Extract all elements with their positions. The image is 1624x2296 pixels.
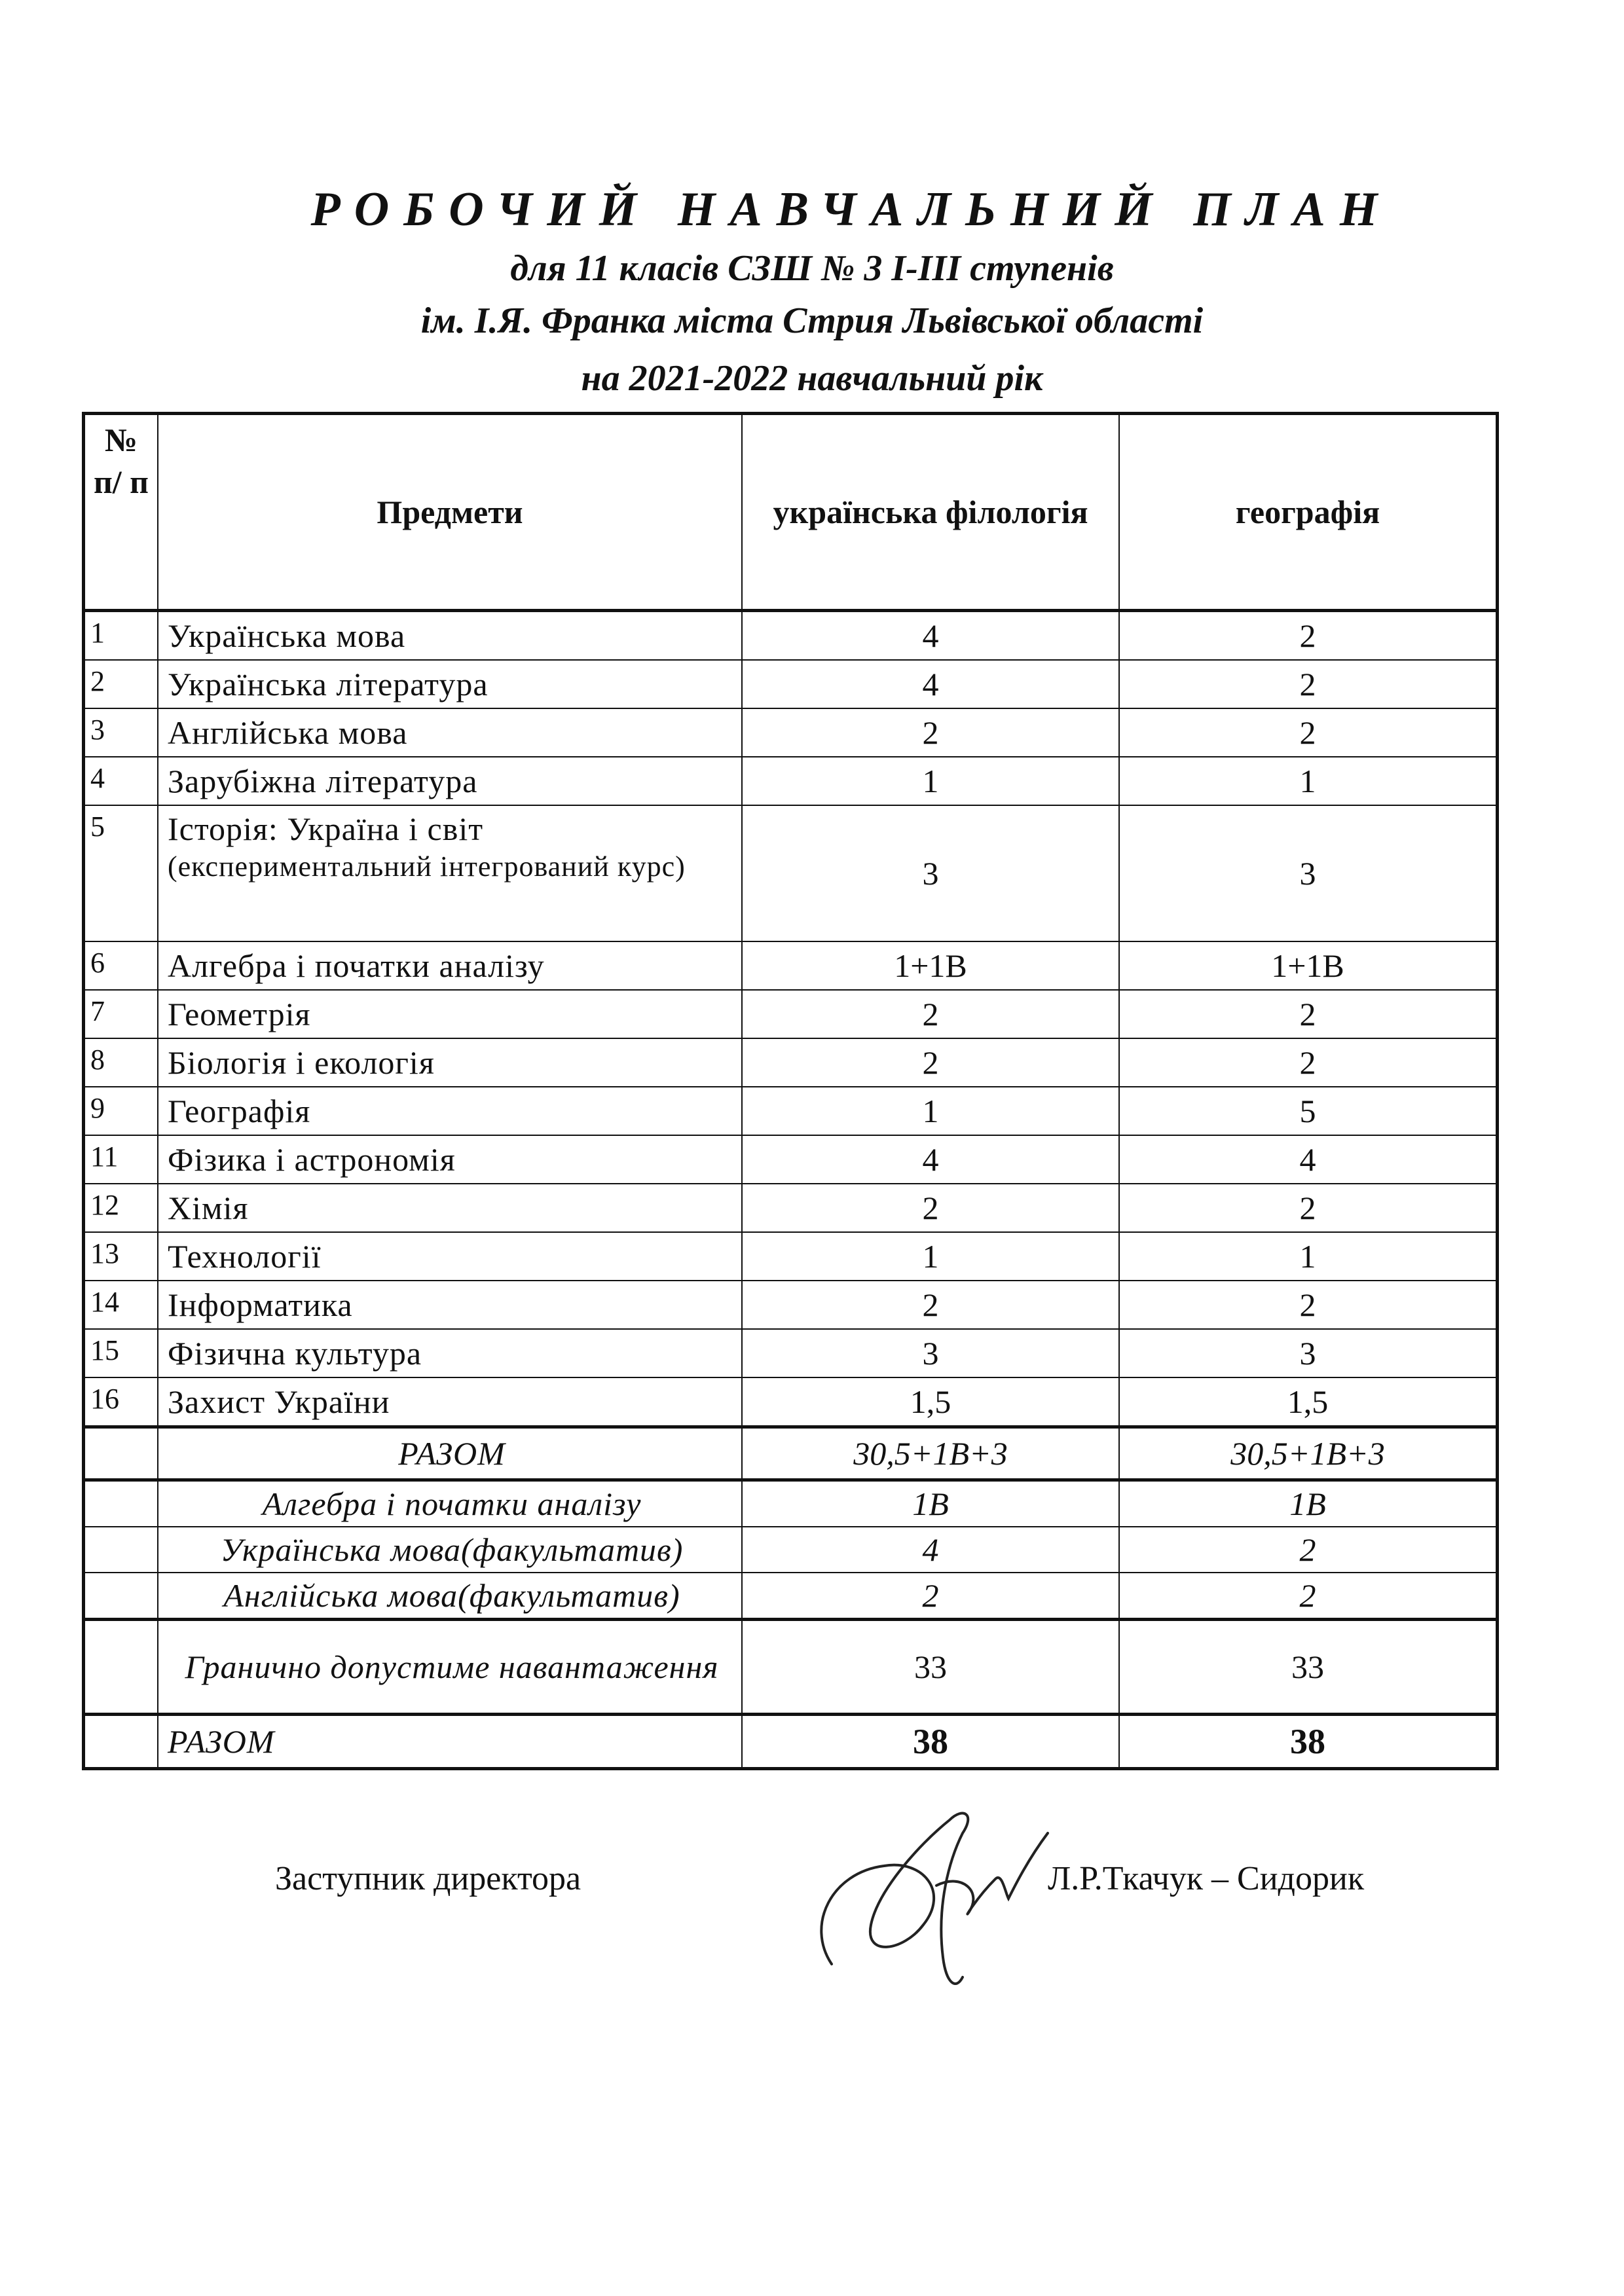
row-value-philology: 4 (742, 660, 1119, 708)
elective-row (84, 1480, 1496, 1527)
row-number: 2 (84, 660, 158, 708)
row-subject: Зарубіжна література (158, 757, 742, 805)
row-number: 8 (84, 1038, 158, 1087)
header-ukrainian-philology: українська філологія (742, 414, 1119, 611)
document-title: РОБОЧИЙ НАВЧАЛЬНИЙ ПЛАН (310, 183, 1392, 236)
row-subject-note: (експериментальний інтегрований курс) (168, 850, 686, 883)
row-number: 11 (84, 1135, 158, 1184)
elective-row (84, 1573, 1496, 1620)
row-number: 14 (84, 1281, 158, 1329)
elective-subject: Українська мова(факультатив) (158, 1527, 742, 1573)
subtotal-label: РАЗОМ (158, 1427, 742, 1480)
row-value-geography: 2 (1119, 990, 1496, 1038)
row-value-geography: 1 (1119, 757, 1496, 805)
row-subject: Українська мова (158, 611, 742, 661)
subtitle-school: ім. І.Я. Франка міста Стрия Львівської області (420, 301, 1204, 341)
table-header-row (84, 414, 1496, 611)
row-subject: Хімія (158, 1184, 742, 1232)
row-subject: Технології (158, 1232, 742, 1281)
row-number: 4 (84, 757, 158, 805)
row-value-geography: 4 (1119, 1135, 1496, 1184)
table-row (84, 660, 1496, 708)
total-blank (84, 1715, 158, 1768)
elective-subject: Алгебра і початки аналізу (158, 1480, 742, 1527)
total-geography: 38 (1119, 1715, 1496, 1768)
elective-geography: 2 (1119, 1527, 1496, 1573)
elective-blank (84, 1573, 158, 1620)
elective-geography: 1В (1119, 1480, 1496, 1527)
row-value-geography: 2 (1119, 1184, 1496, 1232)
elective-row (84, 1527, 1496, 1573)
elective-blank (84, 1527, 158, 1573)
header-number: № п/ п (84, 414, 158, 611)
row-value-geography: 2 (1119, 1281, 1496, 1329)
subtitle-year: на 2021-2022 навчальний рік (581, 358, 1043, 399)
row-subject: Географія (158, 1087, 742, 1135)
table-row (84, 1135, 1496, 1184)
header-geography: географія (1119, 414, 1496, 611)
row-value-geography: 2 (1119, 708, 1496, 757)
subtotal-geography: 30,5+1В+3 (1119, 1427, 1496, 1480)
table-row (84, 1038, 1496, 1087)
total-row (84, 1715, 1496, 1768)
elective-geography: 2 (1119, 1573, 1496, 1620)
table-row (84, 990, 1496, 1038)
row-subject: Біологія і екологія (158, 1038, 742, 1087)
row-subject: Фізична культура (158, 1329, 742, 1377)
row-number: 3 (84, 708, 158, 757)
row-subject: Інформатика (158, 1281, 742, 1329)
row-value-geography: 2 (1119, 660, 1496, 708)
row-value-philology: 1+1В (742, 941, 1119, 990)
limit-philology: 33 (742, 1620, 1119, 1715)
header-subjects: Предмети (158, 414, 742, 611)
table-row (84, 1377, 1496, 1427)
row-number: 13 (84, 1232, 158, 1281)
limit-blank (84, 1620, 158, 1715)
row-subject: Фізика і астрономія (158, 1135, 742, 1184)
row-value-philology: 2 (742, 990, 1119, 1038)
row-subject: Українська література (158, 660, 742, 708)
elective-philology: 2 (742, 1573, 1119, 1620)
row-number: 16 (84, 1377, 158, 1427)
row-value-geography: 3 (1119, 805, 1496, 941)
signature (805, 1794, 1054, 2003)
row-value-philology: 2 (742, 1184, 1119, 1232)
limit-label: Гранично допустиме навантаження (158, 1620, 742, 1715)
table-row (84, 941, 1496, 990)
row-value-geography: 1 (1119, 1232, 1496, 1281)
row-value-philology: 4 (742, 1135, 1119, 1184)
row-number: 9 (84, 1087, 158, 1135)
row-value-philology: 3 (742, 1329, 1119, 1377)
row-value-geography: 1,5 (1119, 1377, 1496, 1427)
limit-geography: 33 (1119, 1620, 1496, 1715)
table-row (84, 1087, 1496, 1135)
row-value-philology: 1 (742, 757, 1119, 805)
row-subject-title: Історія: Україна і світ (168, 811, 484, 847)
curriculum-table (84, 414, 1497, 1768)
row-subject (158, 805, 742, 941)
elective-subject: Англійська мова(факультатив) (158, 1573, 742, 1620)
row-number: 15 (84, 1329, 158, 1377)
subtotal-blank (84, 1427, 158, 1480)
row-subject: Геометрія (158, 990, 742, 1038)
row-subject: Англійська мова (158, 708, 742, 757)
row-value-philology: 1 (742, 1087, 1119, 1135)
total-label: РАЗОМ (158, 1715, 742, 1768)
table-row (84, 1281, 1496, 1329)
row-value-geography: 2 (1119, 1038, 1496, 1087)
elective-philology: 1В (742, 1480, 1119, 1527)
row-number: 5 (84, 805, 158, 941)
row-value-philology: 2 (742, 1038, 1119, 1087)
table-row (84, 757, 1496, 805)
signer-role: Заступник директора (275, 1860, 581, 1897)
row-value-philology: 2 (742, 708, 1119, 757)
row-value-philology: 1,5 (742, 1377, 1119, 1427)
row-value-geography: 3 (1119, 1329, 1496, 1377)
elective-blank (84, 1480, 158, 1527)
signer-name: Л.Р.Ткачук – Сидорик (1048, 1860, 1365, 1897)
table-row (84, 1184, 1496, 1232)
row-value-geography: 5 (1119, 1087, 1496, 1135)
row-number: 12 (84, 1184, 158, 1232)
row-number: 7 (84, 990, 158, 1038)
table-row (84, 1329, 1496, 1377)
row-subject: Алгебра і початки аналізу (158, 941, 742, 990)
row-value-philology: 2 (742, 1281, 1119, 1329)
table-row (84, 1232, 1496, 1281)
row-number: 1 (84, 611, 158, 661)
total-philology: 38 (742, 1715, 1119, 1768)
row-value-philology: 3 (742, 805, 1119, 941)
table-row (84, 611, 1496, 661)
subtotal-row (84, 1427, 1496, 1480)
subtotal-philology: 30,5+1В+3 (742, 1427, 1119, 1480)
subtitle-classes: для 11 класів СЗШ № 3 І-ІІІ ступенів (510, 248, 1114, 289)
elective-philology: 4 (742, 1527, 1119, 1573)
row-value-philology: 1 (742, 1232, 1119, 1281)
row-number: 6 (84, 941, 158, 990)
row-subject: Захист України (158, 1377, 742, 1427)
row-value-geography: 1+1В (1119, 941, 1496, 990)
row-value-philology: 4 (742, 611, 1119, 661)
limit-row (84, 1620, 1496, 1715)
table-row (84, 708, 1496, 757)
row-value-geography: 2 (1119, 611, 1496, 661)
table-row (84, 805, 1496, 941)
